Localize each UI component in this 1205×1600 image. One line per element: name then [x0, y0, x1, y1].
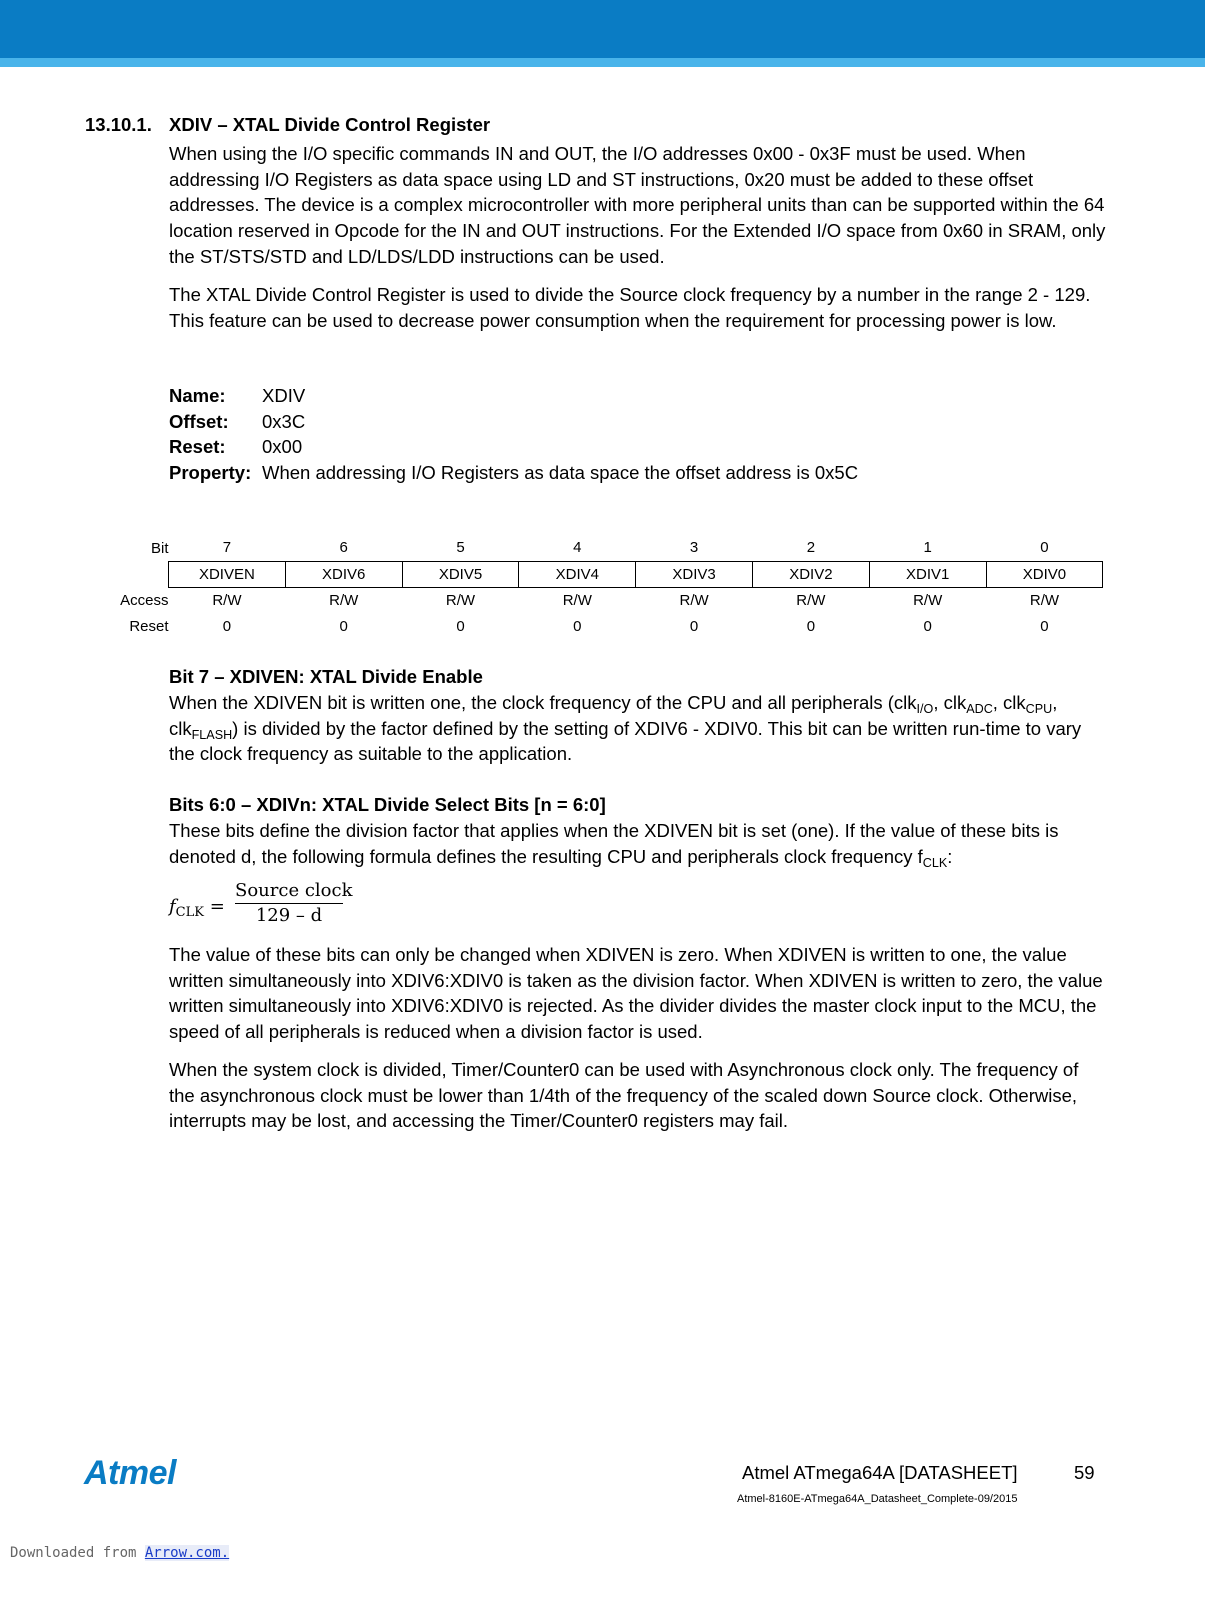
name-label: Name:: [169, 385, 226, 406]
document-id: Atmel-8160E-ATmega64A_Datasheet_Complete-09/2015: [737, 1493, 1018, 1505]
reset-cell: 0: [923, 617, 932, 635]
reset-cell: 0: [806, 617, 816, 635]
bit-name-cell: XDIV3: [636, 561, 753, 588]
intro-paragraph: When using the I/O specific commands IN and OUT, the I/O addresses 0x00 - 0x3F must be used. When addressing I/O Registers as data space using LD and ST instructions, 0x20 must be added to these offset addresses. The device is a complex microcontroller with more peripheral units than can be supported within the 64 location reserved in Opcode for the IN and OUT instructions. For the Extended I/O space from 0x60 in SRAM, only the ST/STS/STD and LD/LDS/LDD instructions can be used.: [169, 143, 1106, 267]
reset-cell: 0: [573, 617, 582, 635]
bit-name-cell: XDIV2: [752, 561, 869, 588]
access-cell: R/W: [445, 592, 476, 610]
access-row: [100, 588, 1103, 614]
bit-number: 3: [689, 539, 699, 557]
header-bar: [0, 0, 1205, 58]
register-reset-row: [169, 434, 302, 460]
access-row-label: Access: [120, 592, 169, 609]
reset-row-label: Reset: [129, 617, 169, 635]
access-cell: R/W: [679, 592, 709, 610]
offset-label: Offset:: [169, 411, 229, 432]
bit-name-row: [100, 561, 1103, 588]
bit-name-row-label: [100, 561, 169, 588]
bits60-heading: Bits 6:0 – XDIVn: XTAL Divide Select Bits [n = 6:0]: [169, 794, 606, 815]
bit-number: 2: [806, 539, 816, 557]
bit7-description: When the XDIVEN bit is written one, the clock frequency of the CPU and all peripherals (clk$_{I/O}$, clk$_{ADC}$, clk$_{CPU}$, clk$_{FLASH}$) is divided by the factor defined by the setting of XDIV6 - XDIV0. This bit can be written run-time to vary the clock frequency as suitable to the application.: [169, 692, 1082, 765]
reset-cell: 0: [1040, 617, 1049, 635]
formula-lhs: $f_{CLK}$ =: [169, 896, 225, 920]
bit-row-label: Bit: [150, 539, 169, 557]
bit7-heading: Bit 7 – XDIVEN: XTAL Divide Enable: [169, 666, 483, 687]
formula-denominator: 129 – d: [255, 905, 323, 926]
bit-name-cell: XDIV0: [986, 561, 1103, 588]
intro-paragraph: The XTAL Divide Control Register is used to divide the Source clock frequency by a number in the range 2 - 129. This feature can be used to decrease power consumption when the requirement for processing power is low.: [169, 284, 1091, 331]
register-offset-row: [169, 409, 305, 435]
bit-number: 6: [339, 539, 348, 557]
name-value: XDIV: [262, 385, 306, 406]
bit-name-cell: XDIV5: [402, 561, 519, 588]
bit-number: 1: [923, 539, 932, 557]
reset-value: 0x00: [262, 436, 303, 457]
reset-label: Reset:: [169, 436, 226, 457]
offset-value: 0x3C: [262, 411, 306, 432]
header-accent-line: [0, 58, 1205, 67]
formula-numerator: Source clock: [235, 880, 343, 904]
section-number: 13.10.1.: [85, 114, 152, 135]
section-heading: [85, 114, 490, 136]
bit-name-cell: XDIV6: [285, 561, 402, 588]
closing-paragraph: When the system clock is divided, Timer/Counter0 can be used with Asynchronous clock only. The frequency of the asynchronous clock must be lower than 1/4th of the frequency of the scaled down Source clock. Otherwise, interrupts may be lost, and accessing the Timer/Counter0 registers may fail.: [169, 1059, 1079, 1132]
bit-number: 4: [573, 539, 582, 557]
footer-title: Atmel ATmega64A [DATASHEET]: [742, 1462, 1018, 1483]
reset-cell: 0: [456, 617, 465, 635]
page-number: 59: [1074, 1462, 1095, 1483]
access-cell: R/W: [913, 592, 943, 610]
section-title: XDIV – XTAL Divide Control Register: [169, 114, 491, 135]
register-name-row: [169, 383, 305, 409]
access-cell: R/W: [329, 592, 359, 610]
bit-number: 0: [1040, 539, 1049, 557]
access-cell: R/W: [562, 592, 592, 610]
property-value: When addressing I/O Registers as data space the offset address is 0x5C: [262, 462, 859, 483]
arrow-link[interactable]: Arrow.com.: [144, 1545, 230, 1561]
atmel-logo: Atmel: [84, 1454, 176, 1492]
property-label: Property:: [169, 462, 252, 483]
bit-number: 7: [222, 539, 232, 557]
bit-number: 5: [456, 539, 465, 557]
bit-name-cell: XDIVEN: [169, 561, 286, 588]
access-cell: R/W: [1029, 592, 1060, 610]
register-bit-table: [100, 535, 1103, 639]
reset-cell: 0: [689, 617, 699, 635]
bit-name-cell: XDIV4: [519, 561, 636, 588]
closing-paragraph: The value of these bits can only be changed when XDIVEN is zero. When XDIVEN is written to one, the value written simultaneously into XDIV6:XDIV0 is taken as the division factor. When XDIVEN is written to zero, the value written simultaneously into XDIV6:XDIV0 is rejected. As the divider divides the master clock input to the MCU, the speed of all peripherals is reduced when a division factor is used.: [169, 944, 1103, 1043]
reset-cell: 0: [222, 617, 232, 635]
download-notice: Downloaded from Arrow.com.: [10, 1545, 230, 1561]
bit-name-cell: XDIV1: [869, 561, 986, 588]
bit-row: [100, 535, 1103, 561]
register-property-row: [169, 460, 858, 486]
access-cell: R/W: [212, 592, 242, 610]
formula-fraction: [235, 880, 353, 926]
reset-cell: 0: [339, 617, 348, 635]
reset-row: [100, 614, 1103, 640]
access-cell: R/W: [796, 592, 826, 610]
bits60-description: These bits define the division factor that applies when the XDIVEN bit is set (one). If the value of these bits is denoted d, the following formula defines the resulting CPU and peripherals clock frequency $f_{CLK}$:: [169, 820, 1059, 870]
